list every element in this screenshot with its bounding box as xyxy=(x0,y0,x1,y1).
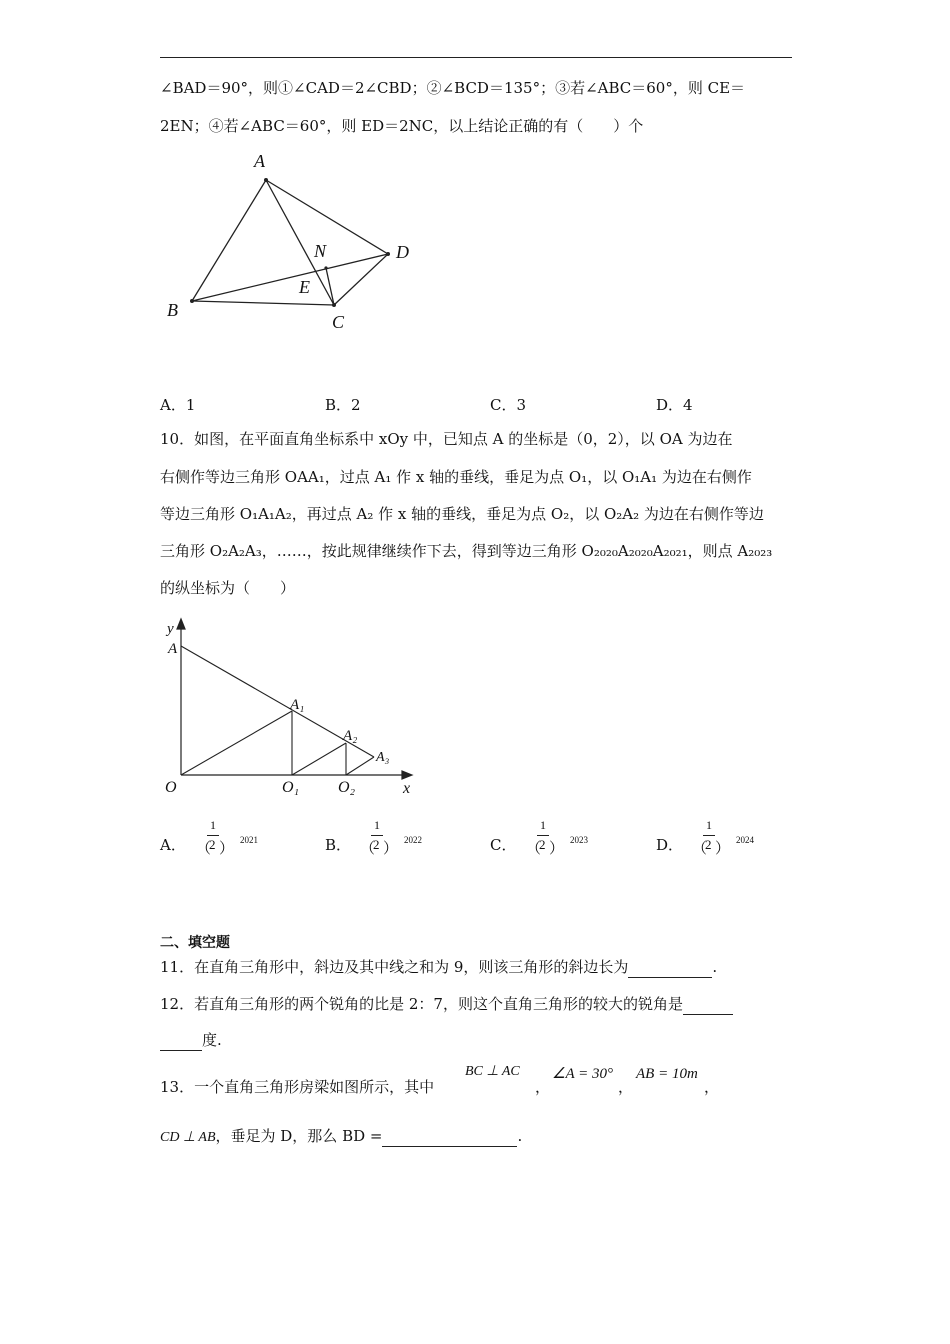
x-axis-arrow xyxy=(402,771,412,779)
exponent: 2023 xyxy=(570,835,588,845)
option-letter: C． xyxy=(490,396,517,414)
q10-label-A2: A₂ xyxy=(343,728,358,744)
option-letter: D． xyxy=(656,396,684,414)
q10-label-O: O xyxy=(165,779,177,796)
q10-text-line4: 三角形 O₂A₂A₃，……，按此规律继续作下去，得到等边三角形 O₂₀₂₀A₂₀₂₀A₂₀₂₁，则点 A₂₀₂₃ xyxy=(160,542,773,560)
q9-option-d[interactable] xyxy=(656,395,693,415)
section-title: 二、填空题 xyxy=(160,935,230,951)
q13-line2 xyxy=(160,1126,522,1148)
q13-expr-angle-a: ∠A = 30° xyxy=(552,1066,613,1082)
q9-segment-BD xyxy=(192,254,388,301)
fraction-denominator: 2 xyxy=(705,837,712,852)
q10-label-A3: A₃ xyxy=(376,750,390,765)
q12-answer-blank-part2[interactable] xyxy=(160,1030,202,1051)
q10-text-line5: 的纵坐标为（ ） xyxy=(160,579,296,597)
y-axis-arrow xyxy=(177,619,185,629)
q13-expr-ab-length: AB = 10m xyxy=(636,1066,698,1082)
q9-geometry-figure xyxy=(160,148,430,338)
header-rule xyxy=(160,57,792,58)
q10-label-A1: A₁ xyxy=(290,697,305,713)
q9-segment-AD xyxy=(266,180,388,254)
q10-segment-OA1 xyxy=(181,711,292,775)
q13-end: . xyxy=(517,1127,523,1145)
q13-answer-blank[interactable] xyxy=(382,1126,517,1147)
q12-line1 xyxy=(160,994,733,1015)
option-value: 2 xyxy=(351,396,361,414)
q10-text-line2: 右侧作等边三角形 OAA₁，过点 A₁ 作 x 轴的垂线，垂足为点 O₁，以 O₁A₁ 为边在右侧作 xyxy=(160,468,752,486)
q13-comma-3: ， xyxy=(704,1078,720,1096)
q10-text-line3: 等边三角形 O₁A₁A₂，再过点 A₂ 作 x 轴的垂线，垂足为点 O₂，以 O₂A₂ 为边在右侧作等边 xyxy=(160,505,764,523)
option-letter: A． xyxy=(160,396,186,414)
fraction-numerator: 1 xyxy=(540,818,546,832)
q12-answer-blank-part1[interactable] xyxy=(683,994,733,1015)
fraction-denominator: 2 xyxy=(209,837,216,852)
q13-expr-cd-perp-ab: CD ⊥ AB xyxy=(160,1130,216,1145)
fraction-denominator: 2 xyxy=(539,837,546,852)
q10-label-A: A xyxy=(168,641,178,657)
q9-label-B: B xyxy=(167,300,178,320)
option-letter: D． xyxy=(656,836,684,854)
q9-segment-BC xyxy=(192,301,334,305)
q10-label-x: x xyxy=(403,780,411,797)
q12-text: 12．若直角三角形的两个锐角的比是 2：7，则这个直角三角形的较大的锐角是 xyxy=(160,995,683,1013)
q11-text: 11．在直角三角形中，斜边及其中线之和为 9，则该三角形的斜边长为 xyxy=(160,958,629,976)
q9-text-line1: ∠BAD＝90°，则①∠CAD＝2∠CBD；②∠BCD＝135°；③若∠ABC＝60°，则 CE＝ xyxy=(160,79,746,97)
option-letter: A． xyxy=(160,836,186,854)
q9-option-a[interactable] xyxy=(160,395,195,415)
fraction-numerator: 1 xyxy=(374,818,380,832)
q13-comma-1: ， xyxy=(535,1078,551,1096)
option-value: 3 xyxy=(516,396,527,414)
q10-segment-O2A3 xyxy=(346,757,374,775)
option-letter: B． xyxy=(325,396,352,414)
q12-end: 度. xyxy=(202,1031,222,1049)
q10-text-line1: 10．如图，在平面直角坐标系中 xOy 中，已知点 A 的坐标是（0，2），以 OA 为边在 xyxy=(160,430,733,448)
q12-line2 xyxy=(160,1030,222,1051)
q9-label-D: D xyxy=(396,242,409,262)
q9-label-E: E xyxy=(299,277,310,297)
fraction-numerator: 1 xyxy=(706,818,712,832)
q9-label-A: A xyxy=(254,151,265,171)
q13-expr-bc-perp-ac: BC ⊥ AC xyxy=(465,1064,520,1079)
q9-option-b[interactable] xyxy=(325,395,361,415)
q9-text-line2: 2EN；④若∠ABC＝60°，则 ED＝2NC，以上结论正确的有（ ）个 xyxy=(160,117,644,135)
q13-prefix: 13．一个直角三角形房梁如图所示，其中 xyxy=(160,1078,435,1096)
option-value: 1 xyxy=(185,396,196,414)
option-letter: C． xyxy=(490,836,517,854)
fraction-numerator: 1 xyxy=(210,818,216,832)
q10-label-O1: O₁ xyxy=(282,779,300,796)
q10-label-y: y xyxy=(167,621,174,637)
q10-segment-O1A2 xyxy=(292,743,346,775)
exponent: 2022 xyxy=(404,835,422,845)
q13-comma-2: ， xyxy=(618,1078,634,1096)
option-value: 4 xyxy=(683,396,693,414)
q10-label-O2: O₂ xyxy=(338,779,356,796)
exponent: 2024 xyxy=(736,835,754,845)
exponent: 2021 xyxy=(240,835,258,845)
q9-option-c[interactable] xyxy=(490,395,526,415)
q9-segment-CD xyxy=(334,254,388,305)
q11-line xyxy=(160,957,717,978)
q13-line1 xyxy=(160,1077,434,1097)
q13-mid: ，垂足为 D，那么 BD = xyxy=(215,1127,383,1145)
q9-label-N: N xyxy=(314,241,327,261)
q9-segment-AB xyxy=(192,180,266,301)
q10-coordinate-figure xyxy=(160,615,430,800)
q11-end: . xyxy=(712,958,718,976)
q11-answer-blank[interactable] xyxy=(628,957,712,978)
option-letter: B． xyxy=(325,836,352,854)
q9-label-C: C xyxy=(332,312,345,332)
fraction-denominator: 2 xyxy=(373,837,380,852)
q9-segment-NC xyxy=(326,268,334,305)
